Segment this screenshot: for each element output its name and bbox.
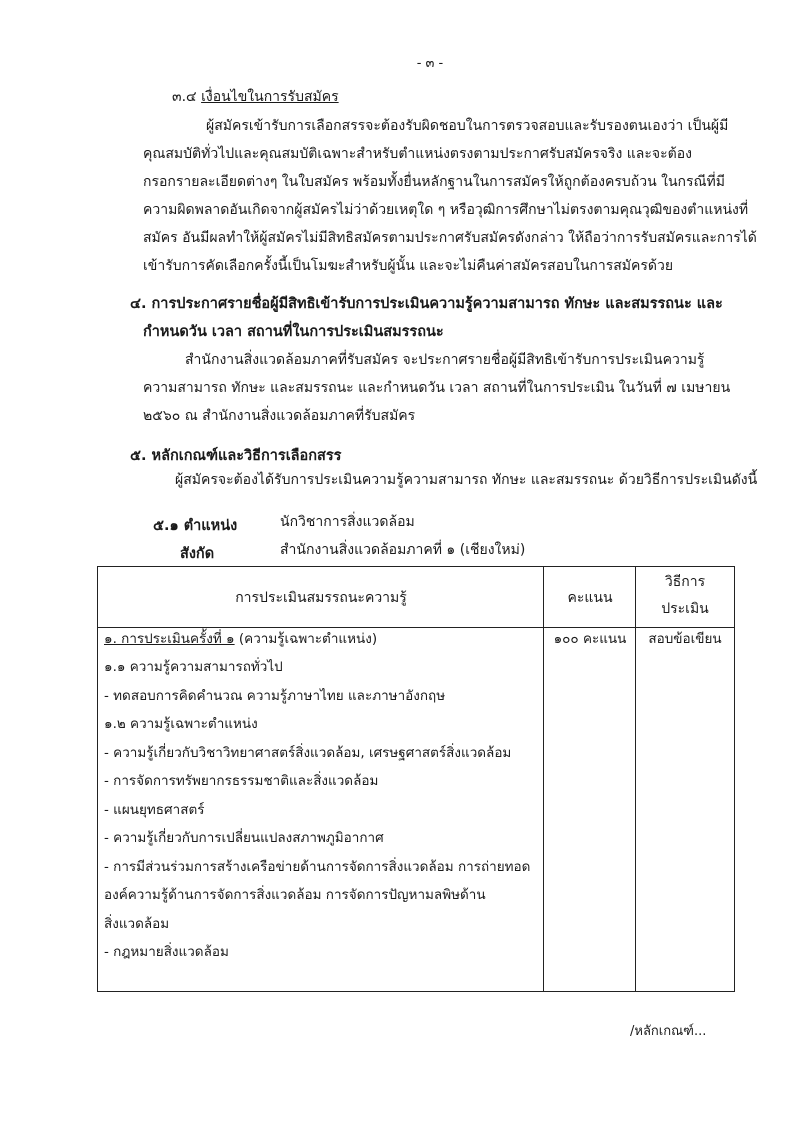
affiliation-value: สำนักงานสิ่งแวดล้อมภาคที่ ๑ (เชียงใหม่) [280, 542, 526, 558]
footer-continuation: /หลักเกณฑ์... [630, 1024, 707, 1039]
list-item: ๑.๒ ความรู้เฉพาะตำแหน่ง [104, 716, 258, 732]
header-method-line2: ประเมิน [661, 601, 709, 617]
section-4-body [143, 346, 731, 430]
list-item: - ความรู้เกี่ยวกับการเปลี่ยนแปลงสภาพภูมิอากาศ [104, 830, 384, 846]
list-item: - แผนยุทธศาสตร์ [104, 801, 205, 818]
section-5-heading: ๕. หลักเกณฑ์และวิธีการเลือกสรร [130, 448, 342, 464]
score-cell: ๑๐๐ คะแนน [553, 631, 627, 647]
table-row-title [104, 625, 377, 654]
list-item: สิ่งแวดล้อม [104, 915, 170, 932]
list-item: ๑.๑ ความรู้ความสามารถทั่วไป [104, 659, 283, 675]
row-title-rest: (ความรู้เฉพาะตำแหน่ง) [234, 631, 378, 647]
header-score: คะแนน [567, 590, 613, 606]
section-4-heading-line2: กำหนดวัน เวลา สถานที่ในการประเมินสมรรถนะ [143, 324, 444, 340]
header-method-line1: วิธีการ [664, 574, 706, 590]
table-row-items [104, 653, 530, 967]
method-cell: สอบข้อเขียน [648, 631, 722, 647]
section-3-4-title [172, 83, 339, 111]
section-5-line: ผู้สมัครจะต้องได้รับการประเมินความรู้ความสามารถ ทักษะ และสมรรถนะ ด้วยวิธีการประเมินดังนี้ [175, 472, 758, 488]
paragraph-line: คุณสมบัติทั่วไปและคุณสมบัติเฉพาะสำหรับตำแหน่งตรงตามประกาศรับสมัครจริง และจะต้อง [143, 146, 692, 162]
list-item: - การจัดการทรัพยากรธรรมชาติและสิ่งแวดล้อม [104, 773, 379, 789]
list-item: - ทดสอบการคิดคำนวณ ความรู้ภาษาไทย และภาษาอังกฤษ [104, 687, 446, 704]
paragraph-line: สำนักงานสิ่งแวดล้อมภาคที่รับสมัคร จะประกาศรายชื่อผู้มีสิทธิเข้ารับการประเมินความรู้ [185, 352, 705, 368]
header-assessment: การประเมินสมรรถนะความรู้ [235, 590, 407, 606]
page-number: - ๓ - [416, 56, 444, 71]
list-item: - การมีส่วนร่วมการสร้างเครือข่ายด้านการจัดการสิ่งแวดล้อม การถ่ายทอด [104, 858, 531, 875]
position-label: ๕.๑ ตำแหน่ง [153, 518, 238, 534]
paragraph-line: กรอกรายละเอียดต่างๆ ในใบสมัคร พร้อมทั้งยื่นหลักฐานในการสมัครให้ถูกต้องครบถ้วน ในกรณีที่มี [143, 174, 725, 190]
list-item: - กฎหมายสิ่งแวดล้อม [104, 944, 229, 960]
affiliation-label: สังกัด [180, 546, 215, 562]
list-item: องค์ความรู้ด้านการจัดการสิ่งแวดล้อม การจัดการปัญหามลพิษด้าน [104, 887, 486, 903]
paragraph-line: ๒๕๖๐ ณ สำนักงานสิ่งแวดล้อมภาคที่รับสมัคร [143, 408, 416, 424]
section-3-4-heading: เงื่อนไขในการรับสมัคร [201, 89, 339, 105]
position-value: นักวิชาการสิ่งแวดล้อม [280, 514, 415, 530]
section-3-4-number: ๓.๔ [172, 89, 197, 105]
assessment-table [97, 566, 735, 992]
paragraph-line: ผู้สมัครเข้ารับการเลือกสรรจะต้องรับผิดชอบในการตรวจสอบและรับรองตนเองว่า เป็นผู้มี [206, 118, 729, 134]
list-item: - ความรู้เกี่ยวกับวิชาวิทยาศาสตร์สิ่งแวดล้อม, เศรษฐศาสตร์สิ่งแวดล้อม [104, 744, 512, 761]
paragraph-line: ความผิดพลาดอันเกิดจากผู้สมัครไม่ว่าด้วยเหตุใด ๆ หรือวุฒิการศึกษาไม่ตรงตามคุณวุฒิของตำแหน่งที่ [143, 202, 749, 218]
section-4-heading-line1: ๔. การประกาศรายชื่อผู้มีสิทธิเข้ารับการประเมินความรู้ความสามารถ ทักษะ และสมรรถนะ และ [130, 296, 723, 312]
paragraph-line: เข้ารับการคัดเลือกครั้งนี้เป็นโมฆะสำหรับผู้นั้น และจะไม่คืนค่าสมัครสอบในการสมัครด้วย [143, 258, 674, 274]
paragraph-line: ความสามารถ ทักษะ และสมรรถนะ และกำหนดวัน เวลา สถานที่ในการประเมิน ในวันที่ ๗ เมษายน [143, 380, 731, 396]
row-title-underlined: ๑. การประเมินครั้งที่ ๑ [104, 631, 235, 647]
paragraph-line: สมัคร อันมีผลทำให้ผู้สมัครไม่มีสิทธิสมัครตามประกาศรับสมัครดังกล่าว ให้ถือว่าการรับสมัครและการได้ [143, 230, 757, 246]
section-3-4-body [143, 112, 757, 280]
